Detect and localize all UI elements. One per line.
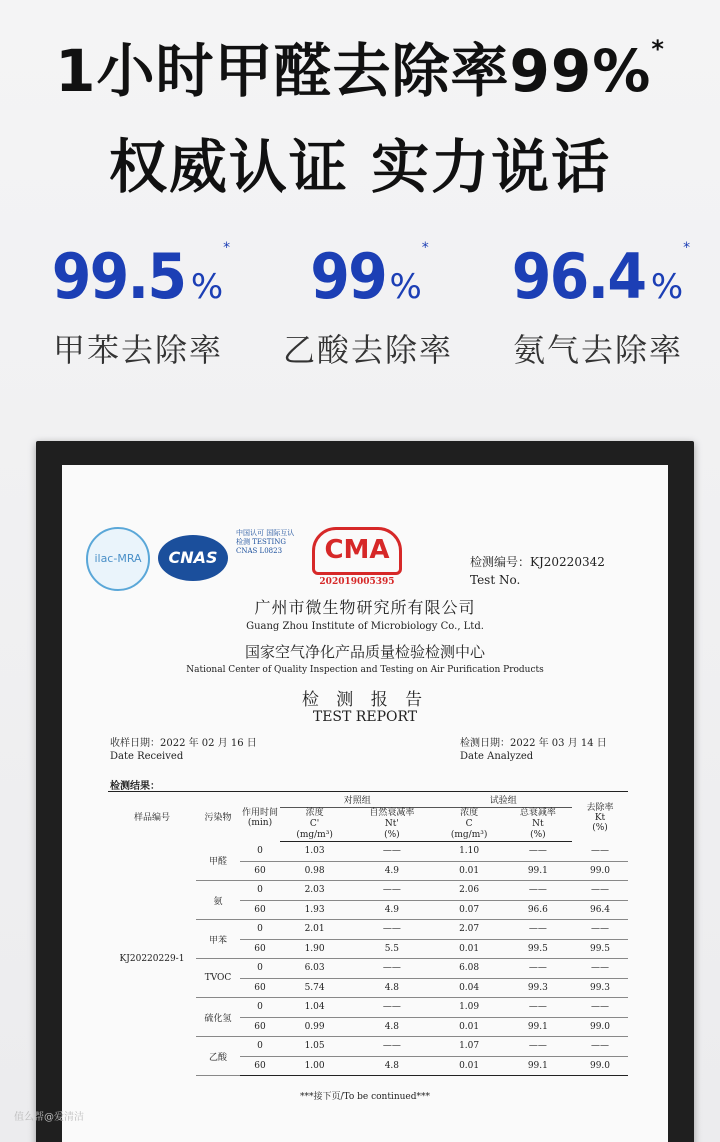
- cell-time: 0: [240, 998, 280, 1018]
- to-be-continued: ***接下页/To be continued***: [300, 1092, 430, 1102]
- cnas-logo: CNAS: [158, 535, 228, 581]
- date-received-cn: 收样日期：2022 年 02 月 16 日: [110, 738, 257, 749]
- removal-label: 去除率: [586, 803, 614, 814]
- cell-k: 99.0: [572, 861, 628, 881]
- cell-c-test: 0.07: [435, 900, 504, 920]
- cell-k: ——: [572, 920, 628, 940]
- test-number: [470, 553, 605, 589]
- cell-c-ctrl: 5.74: [280, 978, 349, 998]
- col-pollutant: 污染物: [196, 792, 240, 842]
- cell-n-ctrl: ——: [349, 959, 434, 979]
- cma-number: 202019005395: [319, 577, 395, 587]
- col-natural-decay: [349, 808, 434, 842]
- headline-line1: 1小时甲醛去除率99%: [55, 37, 652, 105]
- natural-label: 自然衰减率: [369, 808, 415, 818]
- pollutant-cell: 甲醛: [196, 842, 240, 881]
- cma-logo: CMA: [312, 527, 402, 575]
- cell-n-test: 99.1: [504, 861, 572, 881]
- ilac-mra-logo: ilac-MRA: [86, 527, 150, 591]
- cell-n-ctrl: ——: [349, 920, 434, 940]
- cell-c-ctrl: 2.03: [280, 881, 349, 901]
- cell-time: 60: [240, 900, 280, 920]
- cell-c-ctrl: 6.03: [280, 959, 349, 979]
- test-number-cn: 检测编号：KJ20220342: [470, 555, 605, 569]
- col-conc-test: [435, 808, 504, 842]
- removal-unit: (%): [592, 823, 608, 834]
- stat-label: 乙酸去除率: [282, 331, 453, 369]
- stat-value: 99.5: [51, 240, 186, 313]
- date-analyzed-en: Date Analyzed: [460, 751, 534, 762]
- stat-value: 99: [310, 240, 387, 313]
- col-conc-ctrl: [280, 808, 349, 842]
- cell-c-test: 0.04: [435, 978, 504, 998]
- cell-c-ctrl: 0.98: [280, 861, 349, 881]
- stat-toluene: [28, 240, 248, 371]
- cell-k: 99.0: [572, 1056, 628, 1076]
- cell-time: 0: [240, 1037, 280, 1057]
- results-table: [108, 791, 628, 1076]
- cell-n-test: 96.6: [504, 900, 572, 920]
- test-number-en: Test No.: [470, 573, 521, 587]
- removal-symbol: Kt: [594, 813, 606, 824]
- stat-star: *: [421, 240, 429, 256]
- cell-time: 0: [240, 842, 280, 862]
- test-report-paper: [62, 465, 668, 1142]
- sample-id-cell: KJ20220229-1: [119, 953, 185, 964]
- cell-n-ctrl: 4.8: [349, 978, 434, 998]
- cnas-logo-text: 中国认可 国际互认 检测 TESTING CNAS L0823: [236, 529, 295, 555]
- natural-symbol: Nt': [384, 819, 399, 829]
- headline-formaldehyde: [0, 24, 720, 108]
- cell-c-ctrl: 1.00: [280, 1056, 349, 1076]
- org-name-cn: 广州市微生物研究所有限公司: [254, 598, 476, 617]
- cell-time: 0: [240, 959, 280, 979]
- headline-certification: 权威认证 实力说话: [108, 133, 612, 201]
- stat-acetic-acid: [258, 240, 478, 371]
- cell-k: ——: [572, 1037, 628, 1057]
- col-sample-no: 样品编号: [108, 792, 196, 842]
- col-removal: [572, 792, 628, 842]
- cell-n-test: ——: [504, 998, 572, 1018]
- cell-n-test: 99.3: [504, 978, 572, 998]
- cell-n-test: ——: [504, 959, 572, 979]
- date-received-en: Date Received: [110, 751, 184, 762]
- conc-symbol: C': [309, 819, 320, 829]
- cell-k: 96.4: [572, 900, 628, 920]
- date-received: [110, 737, 257, 763]
- report-title-cn: 检 测 报 告: [301, 690, 429, 710]
- conc-unit: (mg/m³): [450, 830, 488, 840]
- cell-c-ctrl: 1.90: [280, 939, 349, 959]
- cell-c-test: 2.07: [435, 920, 504, 940]
- cell-n-test: 99.1: [504, 1056, 572, 1076]
- cell-n-test: ——: [504, 842, 572, 862]
- cell-n-ctrl: ——: [349, 881, 434, 901]
- cell-n-ctrl: ——: [349, 842, 434, 862]
- cell-n-ctrl: ——: [349, 1037, 434, 1057]
- total-symbol: Nt: [532, 819, 544, 829]
- stat-star: *: [223, 240, 231, 256]
- stat-ammonia: [488, 240, 708, 371]
- cell-time: 60: [240, 939, 280, 959]
- cell-k: ——: [572, 998, 628, 1018]
- stat-unit: %: [389, 267, 422, 307]
- stat-label: 氨气去除率: [512, 331, 683, 369]
- cell-n-ctrl: ——: [349, 998, 434, 1018]
- pollutant-cell: 甲苯: [196, 920, 240, 959]
- cell-time: 60: [240, 1056, 280, 1076]
- col-test-group: 试验组: [435, 792, 572, 808]
- col-control-group: 对照组: [280, 792, 435, 808]
- cell-k: 99.5: [572, 939, 628, 959]
- pollutant-cell: 氨: [196, 881, 240, 920]
- stat-value: 96.4: [511, 240, 646, 313]
- cell-n-test: ——: [504, 1037, 572, 1057]
- cell-c-test: 0.01: [435, 861, 504, 881]
- report-title-en: TEST REPORT: [312, 709, 418, 725]
- cell-n-ctrl: 5.5: [349, 939, 434, 959]
- cell-time: 60: [240, 1017, 280, 1037]
- cell-n-ctrl: 4.8: [349, 1056, 434, 1076]
- date-analyzed-cn: 检测日期：2022 年 03 月 14 日: [460, 738, 607, 749]
- cell-n-test: ——: [504, 881, 572, 901]
- cell-c-ctrl: 1.05: [280, 1037, 349, 1057]
- cell-c-test: 0.01: [435, 1056, 504, 1076]
- cell-time: 60: [240, 861, 280, 881]
- col-time: 作用时间(min): [240, 792, 280, 842]
- cell-c-test: 1.10: [435, 842, 504, 862]
- cell-k: 99.0: [572, 1017, 628, 1037]
- center-name-en: National Center of Quality Inspection and Testing on Air Purification Products: [186, 665, 544, 675]
- cell-c-test: 0.01: [435, 939, 504, 959]
- cell-time: 60: [240, 978, 280, 998]
- conc-label: 浓度: [460, 808, 479, 818]
- watermark: 值么帮@爱清洁: [14, 1112, 84, 1123]
- conc-label: 浓度: [305, 808, 324, 818]
- total-label: 总衰减率: [519, 808, 556, 818]
- cell-n-ctrl: 4.8: [349, 1017, 434, 1037]
- cell-c-test: 0.01: [435, 1017, 504, 1037]
- cell-c-ctrl: 1.03: [280, 842, 349, 862]
- cell-n-test: 99.5: [504, 939, 572, 959]
- results-title: 检测结果：: [110, 781, 160, 792]
- cell-c-ctrl: 2.01: [280, 920, 349, 940]
- stat-star: *: [683, 240, 691, 256]
- cell-time: 0: [240, 881, 280, 901]
- conc-unit: (mg/m³): [296, 830, 333, 840]
- col-total-decay: [504, 808, 572, 842]
- cell-c-ctrl: 0.99: [280, 1017, 349, 1037]
- cell-c-test: 1.09: [435, 998, 504, 1018]
- cell-c-ctrl: 1.93: [280, 900, 349, 920]
- cell-time: 0: [240, 920, 280, 940]
- stat-label: 甲苯去除率: [52, 331, 223, 369]
- cell-c-ctrl: 1.04: [280, 998, 349, 1018]
- pct-unit: (%): [384, 830, 400, 840]
- cell-k: ——: [572, 842, 628, 862]
- org-name-en: Guang Zhou Institute of Microbiology Co., Ltd.: [246, 621, 484, 632]
- cell-n-ctrl: 4.9: [349, 861, 434, 881]
- cell-n-test: ——: [504, 920, 572, 940]
- date-analyzed: [460, 737, 607, 763]
- cell-n-ctrl: 4.9: [349, 900, 434, 920]
- pct-unit: (%): [530, 830, 546, 840]
- cell-n-test: 99.1: [504, 1017, 572, 1037]
- table-row: [108, 842, 628, 862]
- cell-k: ——: [572, 881, 628, 901]
- cell-c-test: 1.07: [435, 1037, 504, 1057]
- stat-unit: %: [650, 267, 684, 307]
- pollutant-cell: 硫化氢: [196, 998, 240, 1037]
- center-name-cn: 国家空气净化产品质量检验检测中心: [244, 643, 485, 661]
- pollutant-cell: TVOC: [196, 959, 240, 998]
- headline-star: *: [651, 34, 665, 63]
- cell-k: 99.3: [572, 978, 628, 998]
- stat-unit: %: [190, 267, 224, 307]
- cell-c-test: 6.08: [435, 959, 504, 979]
- pollutant-cell: 乙酸: [196, 1037, 240, 1076]
- cell-c-test: 2.06: [435, 881, 504, 901]
- cell-k: ——: [572, 959, 628, 979]
- conc-symbol: C: [465, 819, 473, 829]
